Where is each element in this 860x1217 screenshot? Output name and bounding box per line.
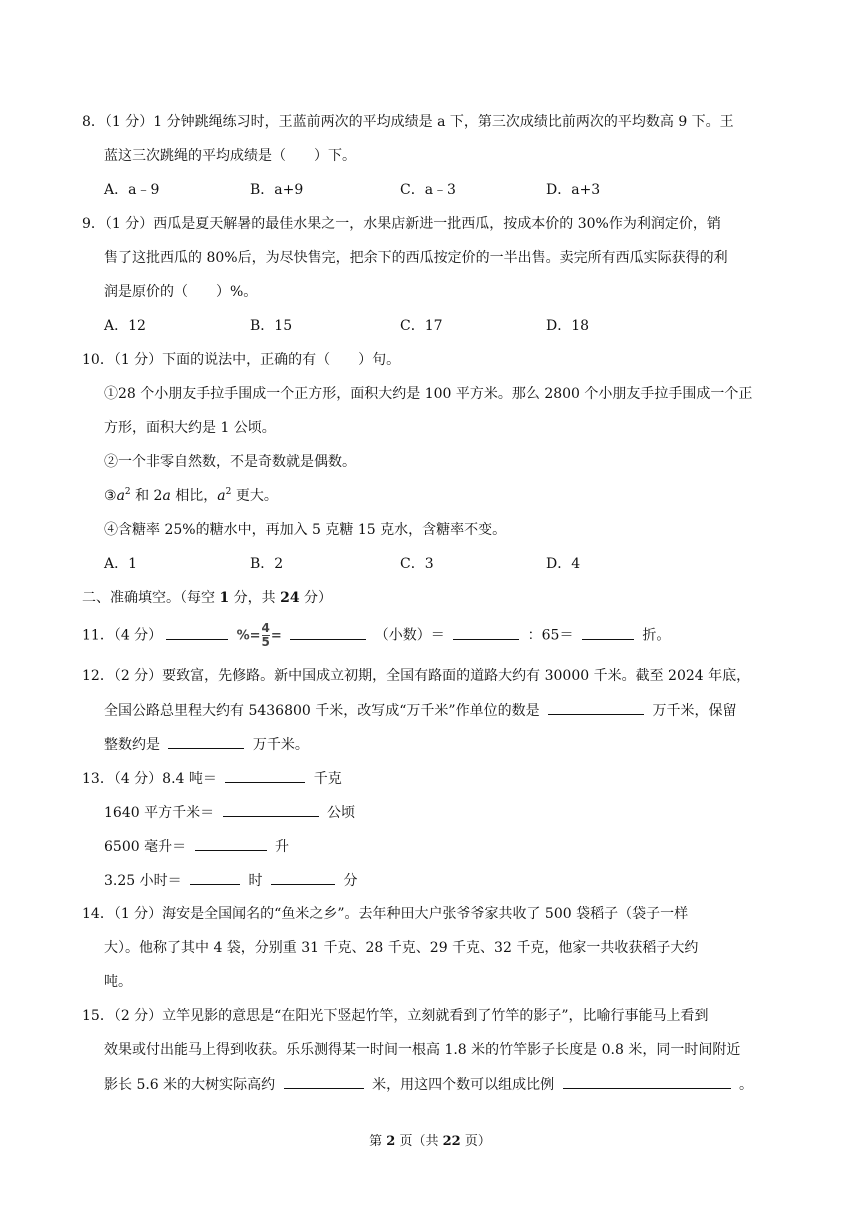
q10-option-a: A．1	[104, 556, 138, 572]
q10-line1: 10．（1 分）下面的说法中，正确的有（ ）句。	[82, 352, 401, 368]
q11-blank-1[interactable]	[166, 625, 228, 640]
q13-blank-3[interactable]	[195, 836, 267, 851]
q9-line1: 9．（1 分）西瓜是夏天解暑的最佳水果之一，水果店新进一批西瓜，按成本价的 30%作为利润定价，销	[82, 216, 721, 232]
q12-line3: 整数约是 万千米。	[104, 734, 309, 755]
q12-blank-2[interactable]	[168, 734, 244, 749]
q8-option-d: D．a+3	[546, 182, 601, 198]
q12-line1: 12．（2 分）要致富，先修路。新中国成立初期，全国有路面的道路大约有 30000 千米。截至 2024 年底，	[82, 668, 751, 684]
q14-line3: 吨。	[104, 974, 132, 990]
q12-blank-1[interactable]	[548, 700, 644, 715]
q8-option-a: A．a﹣9	[104, 182, 160, 198]
q15-line2: 效果或付出能马上得到收获。乐乐测得某一时间一根高 1.8 米的竹竿影子长度是 0.8 米，同一时间附近	[104, 1042, 741, 1058]
q11-blank-3[interactable]	[453, 625, 519, 640]
q13-blank-2[interactable]	[223, 802, 319, 817]
q9-line3: 润是原价的（ ）%。	[104, 284, 258, 300]
q15-blank-1[interactable]	[284, 1074, 364, 1089]
q13-row4: 3.25 小时＝ 时 分	[104, 870, 357, 891]
q13-blank-1[interactable]	[225, 768, 305, 783]
q8-option-c: C．a﹣3	[400, 182, 456, 198]
q10-statement3: $③a^2$ 和 2a 相比，$a^2$ 更大。	[104, 487, 278, 504]
q11-blank-2[interactable]	[290, 625, 366, 640]
q11-line: 11．（4 分） $\%=\frac{4}{5}=$ （小数）＝ ：65＝ 折。	[82, 621, 671, 649]
q11-fraction: $\frac{4}{5}$	[261, 621, 270, 649]
q9-line2: 售了这批西瓜的 80%后，为尽快售完，把余下的西瓜按定价的一半出售。卖完所有西瓜实际获得的利	[104, 250, 728, 266]
page-footer: 第 2 页（共 22 页）	[369, 1134, 491, 1149]
section-heading: 二、准确填空。（每空 1 分，共 24 分）	[82, 590, 333, 606]
q12-line2: 全国公路总里程大约有 5436800 千米，改写成“万千米”作单位的数是 万千米，保留	[104, 700, 736, 721]
q10-statement4: ④含糖率 25%的糖水中，再加入 5 克糖 15 克水，含糖率不变。	[104, 522, 507, 538]
q13-blank-4[interactable]	[190, 870, 240, 885]
q10-option-d: D．4	[546, 556, 581, 572]
q9-option-a: A．12	[104, 318, 146, 334]
q9-option-d: D．18	[546, 318, 590, 334]
q13-blank-5[interactable]	[271, 870, 335, 885]
q13-row1: 13．（4 分）8.4 吨＝ 千克	[82, 768, 342, 789]
q10-statement1b: 方形，面积大约是 1 公顷。	[104, 420, 276, 436]
q10-statement2: ②一个非零自然数，不是奇数就是偶数。	[104, 454, 356, 470]
q14-line1: 14．（1 分）海安是全国闻名的“鱼米之乡”。去年种田大户张爷爷家共收了 500 袋稻子（袋子一样	[82, 906, 689, 922]
q15-line1: 15．（2 分）立竿见影的意思是“在阳光下竖起竹竿，立刻就看到了竹竿的影子”，比喻行事能马上看到	[82, 1008, 709, 1024]
q8-option-b: B．a+9	[250, 182, 304, 198]
q14-line2: 大）。他称了其中 4 袋，分别重 31 千克、28 千克、29 千克、32 千克，他家一共收获稻子大约	[104, 940, 699, 956]
q8-line1: 8．（1 分）1 分钟跳绳练习时，王蓝前两次的平均成绩是 a 下，第三次成绩比前两次的平均数高 9 下。王	[82, 114, 734, 130]
q10-option-b: B．2	[250, 556, 284, 572]
q9-option-c: C．17	[400, 318, 443, 334]
q11-blank-4[interactable]	[582, 625, 634, 640]
q13-row3: 6500 毫升＝ 升	[104, 836, 289, 857]
q15-blank-2[interactable]	[563, 1074, 731, 1089]
q13-row2: 1640 平方千米＝ 公顷	[104, 802, 355, 823]
q8-line2: 蓝这三次跳绳的平均成绩是（ ）下。	[104, 148, 356, 164]
q15-line3: 影长 5.6 米的大树实际高约 米，用这四个数可以组成比例 。	[104, 1074, 753, 1095]
q10-statement1a: ①28 个小朋友手拉手围成一个正方形，面积大约是 100 平方米。那么 2800 个小朋友手拉手围成一个正	[104, 386, 753, 402]
q10-option-c: C．3	[400, 556, 434, 572]
q9-option-b: B．15	[250, 318, 293, 334]
